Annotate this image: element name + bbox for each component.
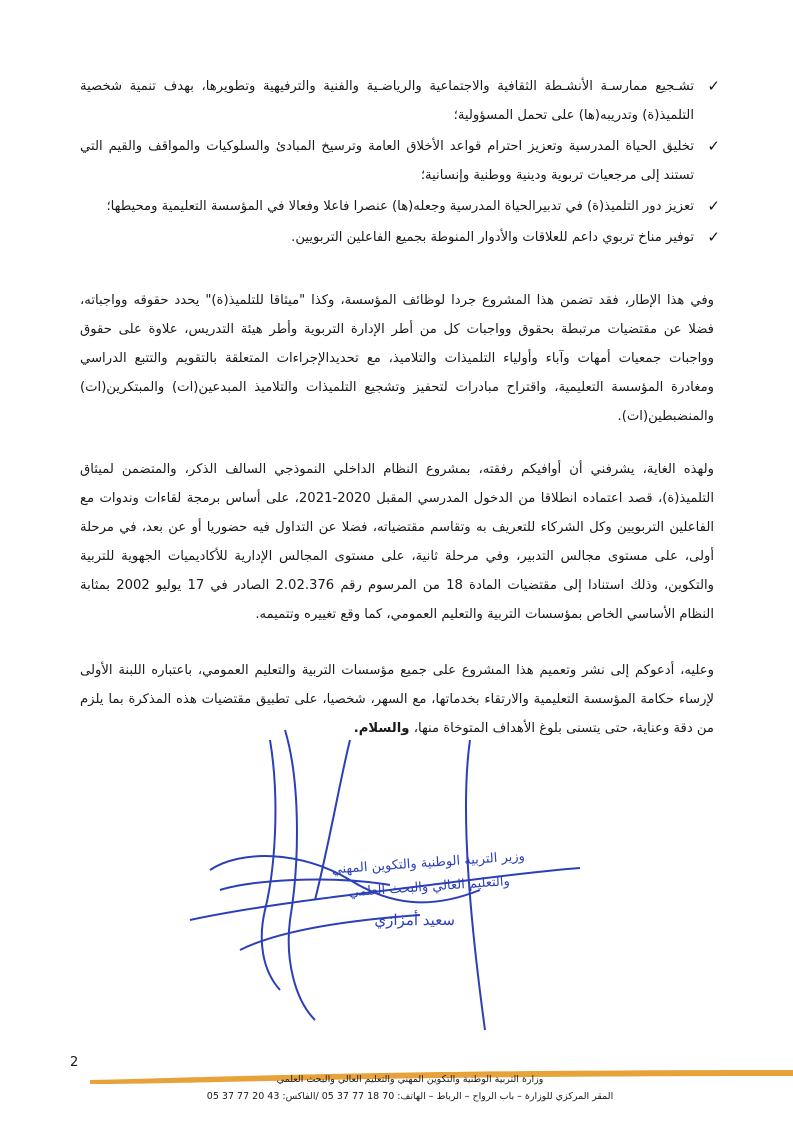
signatory-name: سعيد أمزازي — [374, 911, 455, 929]
page-number: 2 — [70, 1055, 79, 1070]
paragraph-purpose: ولهذه الغاية، يشرفني أن أوافيكم رفقته، بمشروع النظام الداخلي النموذجي السالف الذكر، والمتضمن لميثاق التلميذ(ة)، قصد اعتماده انطلاقا من الدخول المدرسي المقبل 2020-2021، على أساس برمجة لقاءات وندوات مع الفاعلين التربويين وكل الشركاء للتعريف به وتقاسم مقتضياته، فضلا عن التداول فيه حضوريا أو عن بعد، في مرحلة أولى، على مستوى مجالس التدبير، وفي مرحلة ثانية، على مستوى المجالس الإدارية للأكاديميات الجهوية للتربية والتكوين، وذلك استنادا إلى مقتضيات المادة 18 من المرسوم رقم 2.02.376 الصادر في 17 يوليو 2002 بمثابة النظام الأساسي الخاص بمؤسسات التربية والتعليم العمومي، كما وقع تغييره وتتميمه. — [80, 462, 715, 622]
conclusion-text: وعليه، أدعوكم إلى نشر وتعميم هذا المشروع على جميع مؤسسات التربية والتعليم العمومي، باعتباره اللبنة الأولى لإرساء حكامة المؤسسة التعليمية والارتقاء بخدماتها، مع السهر، شخصيا، على تطبيق مقتضيات هذه المذكرة بما يلزم من دقة وعناية، حتى يتسنى بلوغ الأهداف المتوخاة منها، — [80, 663, 714, 736]
checkmark-icon: ✓ — [707, 197, 720, 215]
list-item-text: تعزيز دور التلميذ(ة) في تدبيرالحياة المدرسية وجعله(ها) عنصرا فاعلا وفعالا في المؤسسة التعليمية ومحيطها؛ — [106, 199, 694, 214]
checkmark-icon: ✓ — [707, 137, 720, 155]
checkmark-icon: ✓ — [707, 77, 720, 95]
checkmark-icon: ✓ — [707, 228, 720, 246]
list-item — [80, 192, 720, 221]
stamp-title: وزير التربية الوطنية والتكوين المهني — [331, 849, 526, 878]
list-item — [80, 72, 720, 130]
closing-salutation: والسلام. — [353, 721, 410, 736]
paragraph-framework: وفي هذا الإطار، فقد تضمن هذا المشروع جردا لوظائف المؤسسة، وكذا "ميثاقا للتلميذ(ة)" يحدد حقوقه وواجباته، فضلا عن مقتضيات مرتبطة بحقوق وواجبات كل من أطر الإدارة التربوية وأطر هيئة التدريس، علاوة على حقوق وواجبات جمعيات أمهات وآباء وأولياء التلميذات والتلاميذ، مع تحديدالإجراءات المتعلقة بالتقويم والتتبع الدراسي ومغادرة المؤسسة التعليمية، واقتراح مبادرات لتحفيز وتشجيع التلميذات والتلاميذ المبدعين(ات) والمبتكرين(ات) والمنضبطين(ات). — [80, 293, 714, 424]
list-item-text: توفير مناخ تربوي داعم للعلاقات والأدوار المنوطة بجميع الفاعلين التربويين. — [291, 230, 694, 245]
list-item-text: تخليق الحياة المدرسية وتعزيز احترام قواعد الأخلاق العامة وترسيخ المبادئ والسلوكيات والمواقف والقيم التي تستند إلى مرجعيات تربوية ودينية ووطنية وإنسانية؛ — [80, 139, 694, 183]
list-item — [80, 223, 720, 252]
footer-address: المقر المركزي للوزارة – باب الرواح – الرباط – الهاتف: 70 18 77 37 05 /الفاكس: 43 20 77 37 05 — [206, 1091, 614, 1102]
stamp — [331, 849, 525, 929]
handwritten-signature — [190, 730, 580, 1030]
footer-ministry-name: وزارة التربية الوطنية والتكوين المهني والتعليم العالي والبحث العلمي — [276, 1074, 544, 1085]
objectives-list — [80, 72, 720, 254]
signature-stamp — [150, 720, 610, 1050]
list-item-text: تشـجيع ممارسـة الأنشـطة الثقافية والاجتماعية والرياضـية والفنية والترفيهية وتطويرها، بهدف تنمية شخصية التلميذ(ة) وتدريبه(ها) على تحمل المسؤولية؛ — [80, 79, 694, 123]
list-item — [80, 132, 720, 190]
stamp-subtitle: والتعليم العالي والبحث العلمي — [348, 874, 511, 901]
